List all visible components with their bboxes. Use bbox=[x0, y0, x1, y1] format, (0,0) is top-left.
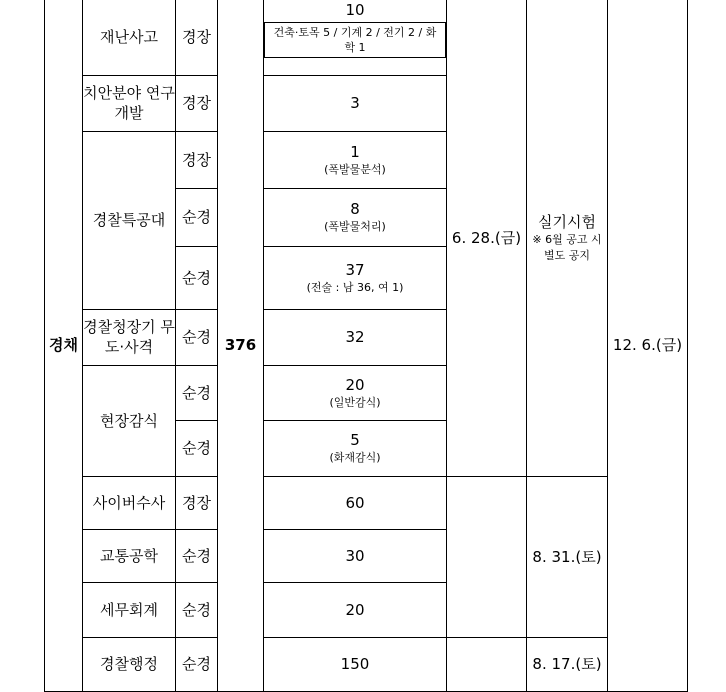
count-value: 5 bbox=[350, 431, 360, 449]
rank-cell: 경장 bbox=[176, 131, 218, 188]
count-value: 37 bbox=[345, 260, 365, 279]
count-cell: 32 bbox=[264, 309, 447, 365]
field-cell: 현장감식 bbox=[83, 365, 176, 476]
field-cell: 재난사고 bbox=[83, 0, 176, 75]
count-detail: (폭발물분석) bbox=[324, 162, 386, 176]
field-cell: 세무회계 bbox=[83, 582, 176, 637]
count-cell bbox=[264, 246, 447, 309]
rank-cell: 경장 bbox=[176, 476, 218, 529]
practical-exam-note: ※ 6월 공고 시 별도 공지 bbox=[532, 232, 602, 262]
field-cell: 치안분야 연구개발 bbox=[83, 75, 176, 131]
rank-cell: 순경 bbox=[176, 420, 218, 476]
count-cell bbox=[264, 131, 447, 188]
count-cell: 60 bbox=[264, 476, 447, 529]
rank-cell: 경장 bbox=[176, 0, 218, 75]
practical-date-cell: 8. 17.(토) bbox=[527, 637, 608, 691]
count-detail: (화재감식) bbox=[329, 451, 381, 464]
written-exam-date-cell-lower bbox=[447, 476, 527, 637]
rank-cell: 순경 bbox=[176, 246, 218, 309]
count-cell bbox=[264, 188, 447, 246]
recruitment-table bbox=[44, 0, 688, 692]
practical-exam-title: 실기시험 bbox=[538, 212, 596, 231]
rank-cell: 순경 bbox=[176, 637, 218, 691]
count-cell bbox=[264, 0, 447, 75]
count-cell bbox=[264, 365, 447, 420]
field-cell: 경찰행정 bbox=[83, 637, 176, 691]
rank-cell: 순경 bbox=[176, 365, 218, 420]
category-cell: 경채 bbox=[45, 0, 83, 691]
rank-cell: 순경 bbox=[176, 188, 218, 246]
practical-date-cell: 8. 31.(토) bbox=[527, 476, 608, 637]
count-detail: (전술 : 남 36, 여 1) bbox=[306, 280, 404, 294]
rank-cell: 경장 bbox=[176, 75, 218, 131]
total-count-cell: 376 bbox=[218, 0, 264, 691]
field-cell: 교통공학 bbox=[83, 529, 176, 582]
field-cell: 사이버수사 bbox=[83, 476, 176, 529]
practical-exam-cell bbox=[527, 0, 608, 476]
final-date-cell: 12. 6.(금) bbox=[608, 0, 688, 691]
rank-cell: 순경 bbox=[176, 309, 218, 365]
count-detail: (일반감식) bbox=[329, 395, 381, 409]
count-detail: (폭발물처리) bbox=[324, 220, 386, 233]
count-cell: 3 bbox=[264, 75, 447, 131]
count-cell: 30 bbox=[264, 529, 447, 582]
rank-cell: 순경 bbox=[176, 582, 218, 637]
count-breakdown-box: 건축·토목 5 / 기계 2 / 전기 2 / 화학 1 bbox=[264, 22, 446, 58]
written-exam-date-cell: 6. 28.(금) bbox=[447, 0, 527, 476]
count-cell bbox=[264, 420, 447, 476]
count-value: 10 bbox=[345, 1, 365, 19]
field-cell: 경찰특공대 bbox=[83, 131, 176, 309]
rank-cell: 순경 bbox=[176, 529, 218, 582]
count-value: 8 bbox=[350, 200, 360, 218]
count-cell: 20 bbox=[264, 582, 447, 637]
written-exam-date-cell-bottom bbox=[447, 637, 527, 691]
count-cell: 150 bbox=[264, 637, 447, 691]
field-cell: 경찰청장기 무도·사격 bbox=[83, 309, 176, 365]
count-value: 1 bbox=[350, 142, 360, 161]
count-value: 20 bbox=[345, 375, 365, 394]
